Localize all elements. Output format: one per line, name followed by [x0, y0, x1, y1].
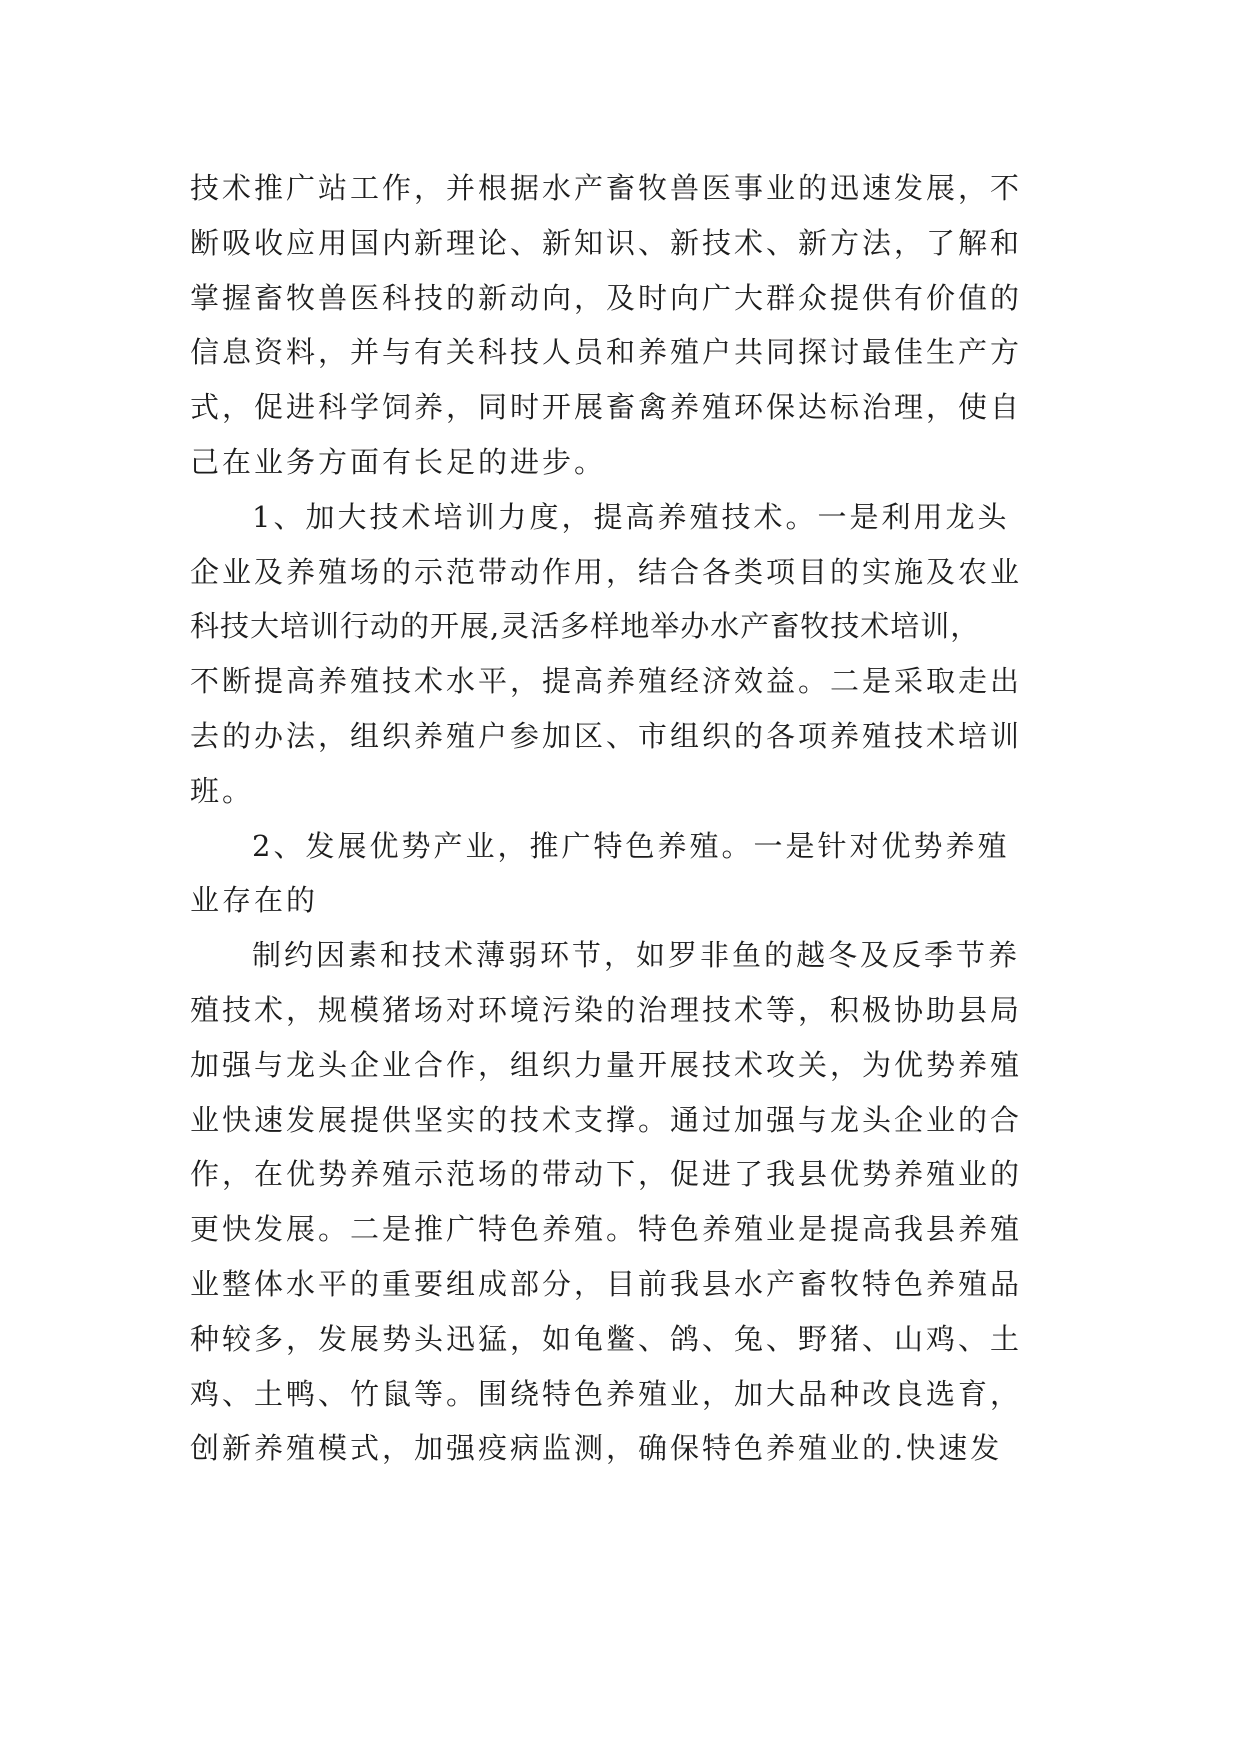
- text-line: 式，促进科学饲养，同时开展畜禽养殖环保达标治理，使自: [190, 390, 1023, 425]
- text-line: 班。: [190, 773, 255, 808]
- text-line: 业存在的: [190, 883, 319, 918]
- text-line: 掌握畜牧兽医科技的新动向，及时向广大群众提供有价值的: [190, 280, 1023, 315]
- text-line: 企业及养殖场的示范带动作用，结合各类项目的实施及农业: [190, 554, 1023, 589]
- text-line: 更快发展。二是推广特色养殖。特色养殖业是提高我县养殖: [190, 1212, 1023, 1247]
- text-line: 作，在优势养殖示范场的带动下，促进了我县优势养殖业的: [190, 1157, 1023, 1192]
- text-line: 业快速发展提供坚实的技术支撑。通过加强与龙头企业的合: [190, 1102, 1023, 1137]
- text-line: 不断提高养殖技术水平，提高养殖经济效益。二是采取走出: [190, 664, 1023, 699]
- text-line: 业整体水平的重要组成部分，目前我县水产畜牧特色养殖品: [190, 1266, 1023, 1301]
- text-line: 殖技术，规模猪场对环境污染的治理技术等，积极协助县局: [190, 992, 1023, 1027]
- text-line: 技术推广站工作，并根据水产畜牧兽医事业的迅速发展，不: [190, 171, 1023, 205]
- text-line: 鸡、土鸭、竹鼠等。围绕特色养殖业，加大品种改良选育，: [190, 1376, 1023, 1411]
- text-line: 断吸收应用国内新理论、新知识、新技术、新方法，了解和: [190, 225, 1023, 260]
- text-line: 创新养殖模式，加强疫病监测，确保特色养殖业的.快速发: [190, 1431, 1003, 1466]
- text-line: 己在业务方面有长足的进步。: [190, 444, 607, 479]
- body-text: [190, 161, 1070, 1476]
- text-line: 去的办法，组织养殖户参加区、市组织的各项养殖技术培训: [190, 718, 1023, 753]
- text-line: 种较多，发展势头迅猛，如龟鳖、鸽、兔、野猪、山鸡、土: [190, 1321, 1023, 1356]
- text-line: 加强与龙头企业合作，组织力量开展技术攻关，为优势养殖: [190, 1047, 1023, 1082]
- text-line: 信息资料，并与有关科技人员和养殖户共同探讨最佳生产方: [190, 335, 1023, 370]
- paragraph-heading-2: 2、发展优势产业，推广特色养殖。一是针对优势养殖: [252, 828, 1010, 863]
- text-line: 制约因素和技术薄弱环节，如罗非鱼的越冬及反季节养: [252, 938, 1021, 973]
- paragraph-heading-1: 1、加大技术培训力度，提高养殖技术。一是利用龙头: [252, 499, 1010, 534]
- text-line: 科技大培训行动的开展,灵活多样地举办水产畜牧技术培训，: [190, 609, 981, 644]
